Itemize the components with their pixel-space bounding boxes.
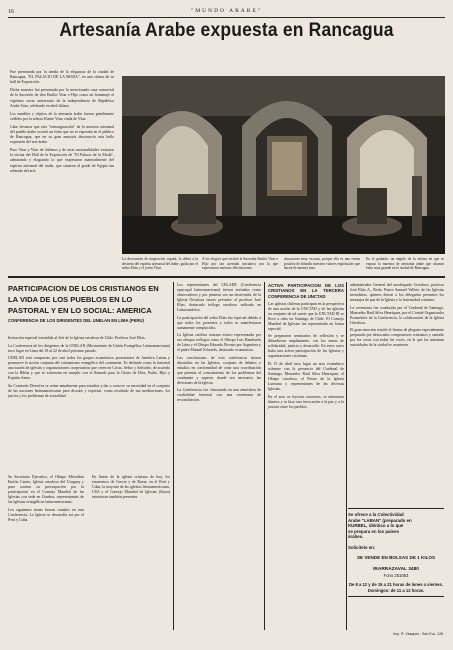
paragraph: UNELAN está compuesto por casi todos los grupos ecuménicos protestantes de América Latina y promueve la acción conjunta del cristianismo evangélico del continente. Es definido como la fraternal asociación de iglesias y organizaciones cooperativas que creen en Cristo, Señor y Salvador, de acuerdo con la Biblia y que se esfuerzan en cumplir con el llamado para la Gloria de Dios, Padre, Hijo y Espíritu Santo. [8, 356, 170, 381]
box-rule [348, 596, 444, 597]
article2-column-c [268, 283, 344, 412]
ad-address: IRARRAZAVAL 3480 [373, 566, 419, 572]
section-divider [8, 276, 445, 278]
paragraph: Las iglesias chilenas participan en la perspectiva de una acción de la UNCTAD y de las iglesias en conjunto de tal suerte que la UNCTAD III se llevó a cabo en Santiago de Chile. El Consejo Mundial de Iglesias fue representado en forma especial. [268, 301, 344, 331]
paragraph: Fue presentada por la tienda de la elegancia de la ciudad de Rancagua, "EL PALACIO DE LA MODA", en una vitrina de su hall de Exposición. [10, 70, 114, 85]
paragraph: La participación del señor Elías fue especial debido a que todos los presentes y todos se manifestaron sumamente complacidos. [177, 315, 261, 330]
ad-phone: Fono 251063 [383, 572, 409, 578]
ad-line: KURBEL, idéntico a lo que [348, 523, 404, 529]
paragraph: En el acto se leyeron oraciones, se entonaron himnos y se hizo una invocación a la paz y a la justicia entre los pueblos. [268, 394, 344, 409]
photo-caption-1: La decoración de inspiración capital, lo debió a la destreza del espíritu artesanal del árabe, guida por el señor Elías y el joven Vitar. [122, 257, 198, 271]
paragraph: Los representantes del CELADE (Conferencia episcopal latinoamericana) fueron invitados como observadores y por primera vez un observador de la Iglesia Ortodoxa estuvo presente: el profesor José Elías, destacado teólogo ortodoxo radicado en Latinoamérica. [177, 283, 261, 312]
ad-line: árabes. [348, 534, 364, 540]
article2-headline: PARTICIPACION DE LOS CRISTIANOS EN LA VIDA DE LOS PUEBLOS EN LO PASTORAL Y EN LO SOCIAL: AMERICA [8, 284, 159, 315]
paragraph: administrador General del arzobispado Ortodoxo, profesor José Elías A., Rvdo. Pastor Samuel Vallete, de las Iglesias metodistas, quienes dieron a los delegados presentes los mensajes de paz de la Iglesia y la fraternidad cristiana. [350, 283, 444, 302]
ad-line: se prepara en los países [348, 528, 400, 534]
paragraph: La Iglesia católica romana estuvo representada por sus obispos teólogos como el Obispo Luis Bambarén de Lima y el Obispo Eduardo Pironio por Argentina y el padre Manuel Edwards, destacado ecumenista. [177, 333, 261, 353]
photo-caption-3: situaciones muy escasas, porque ella es una forma positiva de difundir nuestros valores espirituales que hacen de nuestra raza. [284, 257, 360, 271]
paragraph: Las conclusiones de esta conferencia fueron discutidas en las Iglesias, conjunto de debates y estudios en conformidad de crear una coordinación que permita el conocimiento de los problemas del continente y superar, donde sea necesario, las divisiones de la Iglesia. [177, 355, 261, 385]
article2-column-d [350, 283, 444, 351]
box-rule [348, 508, 444, 509]
paragraph: El 15 de abril tuvo lugar un acto ecuménico solemne con la presencia del Cardenal de Santiago, Monseñor Raúl Silva Henríquez, el Obispo ortodoxo, el Pastor de la Iglesia Luterana y representantes de las diversas Iglesias. [268, 362, 344, 391]
paragraph: Su Comisión Directiva se reúne anualmente para estudiar y dar a conocer su necesidad en el conjunto de las naciones latinoamericanas para discutir y expresar, como resultado de sus meditaciones, los juicios y los problemas de actualidad. [8, 383, 170, 398]
article2-subheadline: CONFERENCIA DE LOS DIRIGENTES DEL UNELAN EN LIMA (PERU) [8, 318, 144, 323]
ad-line: Se ofrece a la Colectividad [348, 512, 404, 517]
paragraph: Los siguientes temas fueron tratados en esta Conferencia: La Iglesia se desarrolla así por el Perú y Cuba. [8, 507, 84, 522]
laban-advertisement [348, 505, 444, 629]
exhibition-photo [122, 76, 445, 254]
paragraph: La ceremonia fue conducida por el Cardenal de Santiago, Monseñor Raúl Silva Henríquez, por el Comité Organizador Ecuménico de la Conferencia, la colaboración de la Iglesia Ortodoxa. [350, 305, 444, 325]
column-separator [173, 282, 174, 630]
paragraph: Dicha muestra fue presentada por la mencionada casa comercial de la Sucesión de don Emilio Vitar e Hijo como un homenaje al vigésimo sexto aniversario de la independencia de República Arabe Siria, celebrado en abril último. [10, 88, 114, 108]
paragraph: Los muebles y objetos de la artesanía árabe fueron gentilmente cedidos por la señora Ifieme Vitar viuda de Vitar. [10, 111, 114, 121]
article2-column-a2 [8, 475, 84, 525]
ad-intro [348, 512, 444, 540]
paragraph: Invitación especial extendida al Jefe de la Iglesia ortodoxa de Chile, Profesor José Elías. [8, 336, 146, 340]
paragraph: Su Secretario Ejecutivo, el Obispo Metodista Emilio Castro, Iglesia ortodoxa del Uruguay y para constar su preocupación por la participación en el Consejo Mundial de las Iglesias con sede en Ginebra, representantes de las Iglesias evangélicas latinoamericanas. [8, 475, 84, 504]
article2-lead-column [8, 336, 170, 401]
top-rule [8, 17, 445, 18]
printer-credit: Imp. R. Vásquez - San Fco. 128 [393, 632, 443, 636]
ad-title: SE VENDE EN BOLSAS DE 1 KILOS [356, 554, 436, 560]
photo-caption-2: A los elogios que recibió la Sucesión Emilio Vitar e Hijo por tan acertada iniciativa con la que expresamos nuestras felicitaciones. [202, 257, 278, 271]
column-separator [264, 282, 265, 630]
paragraph: En líneas de la iglesia cristiana de hoy, los encuentros de Grecia y de Rusia; en el Perú y Cuba, la mayoría de las iglesias latinoamericanas, USA y el Consejo Mundial de Iglesias (Suiza) estuvieron también presentes. [92, 475, 170, 499]
ad-contact: Solicítelo en: [348, 544, 376, 550]
photo-caption-4: En el grabado: un ángulo de la vitrina en que se expuso la muestra de artesanía árabe que alcanzó éxito muy grande en la ciudad de Rancagua. [366, 257, 444, 271]
article2-column-b [177, 283, 261, 406]
paragraph: La Conferencia de los dirigentes de la UNELAN (Movimiento de Unión Evangélica Latinoamericana) tuvo lugar en Lima del 18 al 22 de abril próximo pasado. [8, 343, 170, 353]
paragraph: La Conferencia fue clausurada en una atmósfera de cordialidad fraternal con una ceremonia de reconciliación. [177, 388, 261, 403]
article1-left-column [10, 70, 114, 177]
running-title: "MUNDO ARABE" [191, 8, 262, 14]
paragraph: Se prepararon seminarios de reflexión y se difundieron ampliamente, con los temas de solidaridad, justicia y desarrollo. En estos actos hubo una activa participación de las Iglesias y organizaciones cristianas. [268, 334, 344, 359]
paragraph: Puro Vitar y Vitar de chilenos y de otras nacionalidades visitaron la vitrina del Hall de la Exposición de "El Palacio de la Moda", admirando y elogiando lo que expresaron materialmente del espíritu artesanal del árabe, que situaron al grado de Egipto tan refinado del arte. [10, 148, 114, 173]
ad-line: Arabe "LABAN" (preparado en [348, 517, 412, 523]
paragraph: Cabe destacar que esta "reinauguración" de la muestra artesanal del pueblo árabe ocurrió un éxito que no se esperaba en el público de Rancagua, que en su gran mayoría desconocía esta bella expresión del arte árabe. [10, 124, 114, 145]
paragraph: El gran emoción resultó el himno de plegaria especialmente preparado por destacados compositores cristianos y cantado por los coros con todas las voces, en la que las máximas autoridades de la ciudad se reunieron. [350, 328, 444, 348]
column-separator [346, 282, 347, 630]
page-number: 16 [8, 9, 14, 15]
article2-column-b-lower [92, 475, 170, 503]
ad-hours: De 8 a 12 y de 15 a 21 horas de lunes a viernes. Domingos: de 11 a 12 horas. [348, 582, 444, 593]
article-headline: Artesanía Arabe expuesta en Rancagua [59, 20, 394, 41]
unctad-subheadline: ACTIVA PARTICIPACION DE LOS CRISTIANOS EN LA TERCERA CONFERENCIA DE UNCTAD [268, 283, 344, 299]
